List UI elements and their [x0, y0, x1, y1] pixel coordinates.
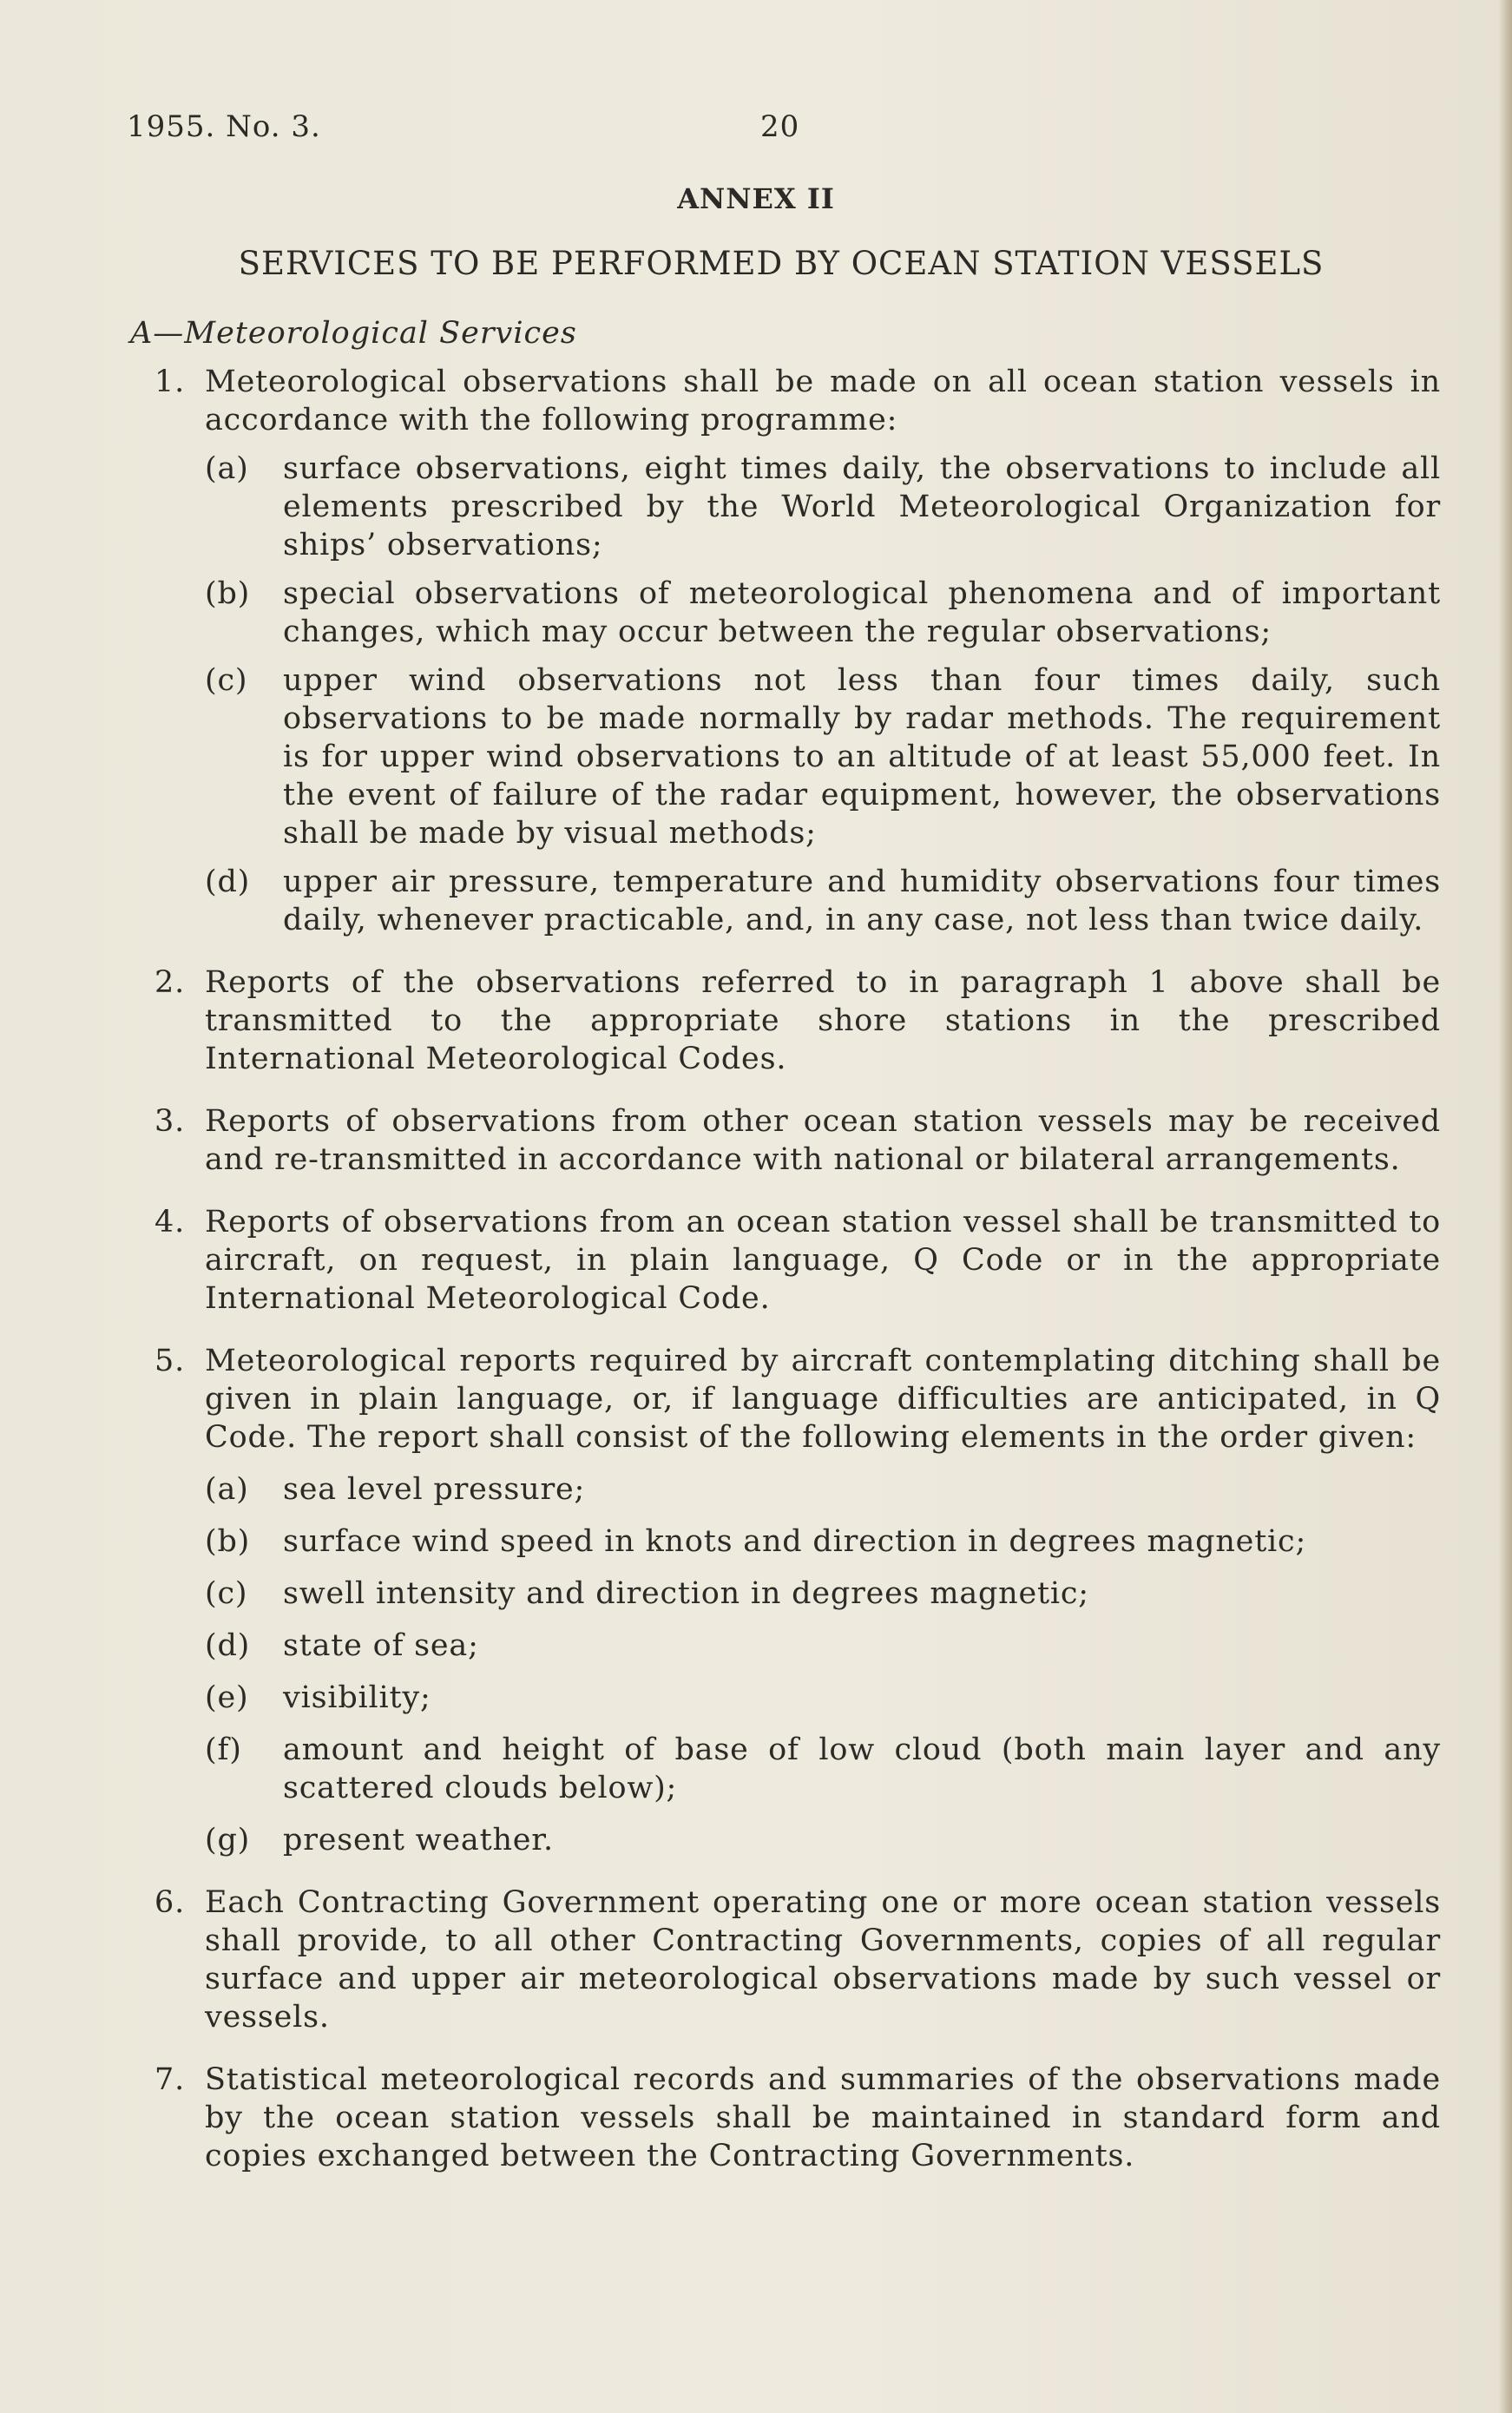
- paragraph-text: Reports of observations from other ocean station vessels may be received and re-transmitted in accordance with national or bilateral arrangements.: [205, 1104, 1441, 1177]
- paragraph-text: Statistical meteorological records and summaries of the observations made by the ocean station vessels shall be maintained in standard form and copies exchanged between the Contracting Governments.: [205, 2062, 1441, 2173]
- paragraph-5: [130, 1342, 1441, 1859]
- header-reference: 1955. No. 3.: [127, 109, 321, 144]
- subitem-text: upper air pressure, temperature and humidity observations four times daily, whenever practicable, and, in any case, not less than twice daily.: [283, 865, 1441, 937]
- annex-title: ANNEX II: [677, 182, 835, 215]
- paragraph-number: 3.: [154, 1104, 185, 1139]
- subitem-text: surface wind speed in knots and direction in degrees magnetic;: [283, 1524, 1307, 1559]
- paragraph-number: 2.: [154, 965, 185, 1000]
- subitem-5a: [205, 1470, 1441, 1509]
- subitem-5d: [205, 1627, 1441, 1665]
- subitem-label: (e): [205, 1680, 249, 1715]
- subitem-text: special observations of meteorological phenomena and of important changes, which may occur between the regular observations;: [283, 576, 1441, 649]
- subitem-label: (d): [205, 1628, 251, 1663]
- subitem-label: (b): [205, 1524, 251, 1559]
- page-edge-shadow: [1498, 0, 1512, 2413]
- section-title: SERVICES TO BE PERFORMED BY OCEAN STATION VESSELS: [238, 245, 1325, 282]
- subitem-1b: [205, 575, 1441, 651]
- subitem-text: upper wind observations not less than four times daily, such observations to be made normally by radar methods. The requirement is for upper wind observations to an altitude of at least 55,000 feet. In the event of failure of the radar equipment, however, the observations shall be made by visual methods;: [283, 663, 1441, 851]
- subitem-text: sea level pressure;: [283, 1472, 586, 1507]
- subitem-5e: [205, 1679, 1441, 1717]
- subitem-text: present weather.: [283, 1823, 554, 1857]
- paragraph-number: 7.: [154, 2062, 185, 2097]
- subitem-label: (b): [205, 576, 251, 611]
- subitem-label: (d): [205, 865, 251, 899]
- paragraph-6: [130, 1884, 1441, 2036]
- paragraph-number: 6.: [154, 1885, 185, 1920]
- page-number: 20: [760, 109, 800, 144]
- document-body: [130, 363, 1441, 2199]
- paragraph-text: Reports of observations from an ocean station vessel shall be transmitted to aircraft, on request, in plain language, Q Code or in the appropriate International Meteorological Code.: [205, 1205, 1441, 1316]
- subitem-5c: [205, 1575, 1441, 1613]
- subitem-label: (c): [205, 1576, 248, 1611]
- subitem-text: surface observations, eight times daily, the observations to include all elements prescribed by the World Meteorological Organization for ships’ observations;: [283, 451, 1441, 562]
- subitem-text: state of sea;: [283, 1628, 479, 1663]
- paragraph-1: [130, 363, 1441, 939]
- subitem-5g: [205, 1821, 1441, 1859]
- subitem-label: (a): [205, 451, 249, 486]
- subitem-1a: [205, 450, 1441, 564]
- paragraph-text: Reports of the observations referred to in paragraph 1 above shall be transmitted to the appropriate shore stations in the prescribed International Meteorological Codes.: [205, 965, 1441, 1076]
- subitem-1c: [205, 661, 1441, 852]
- subitem-5b: [205, 1522, 1441, 1561]
- paragraph-4: [130, 1203, 1441, 1318]
- paragraph-number: 4.: [154, 1205, 185, 1239]
- paragraph-text: Meteorological reports required by aircraft contemplating ditching shall be given in plain language, or, if language difficulties are anticipated, in Q Code. The report shall consist of the following elements in the order given:: [205, 1344, 1441, 1455]
- sub-heading: A—Meteorological Services: [130, 316, 577, 351]
- paragraph-7: [130, 2061, 1441, 2175]
- subitem-label: (c): [205, 663, 248, 698]
- paragraph-2: [130, 963, 1441, 1078]
- paragraph-3: [130, 1102, 1441, 1179]
- subitem-1d: [205, 863, 1441, 939]
- subitem-label: (a): [205, 1472, 249, 1507]
- subitem-label: (f): [205, 1732, 242, 1767]
- subitem-text: amount and height of base of low cloud (both main layer and any scattered clouds below);: [283, 1732, 1441, 1805]
- subitem-text: visibility;: [283, 1680, 431, 1715]
- subitem-label: (g): [205, 1823, 251, 1857]
- page-header: [0, 109, 1512, 153]
- paragraph-text: Meteorological observations shall be made on all ocean station vessels in accordance with the following programme:: [205, 365, 1441, 437]
- subitem-5f: [205, 1731, 1441, 1807]
- subitem-text: swell intensity and direction in degrees magnetic;: [283, 1576, 1089, 1611]
- paragraph-number: 5.: [154, 1344, 185, 1378]
- paragraph-text: Each Contracting Government operating one or more ocean station vessels shall provide, to all other Contracting Governments, copies of all regular surface and upper air meteorological observations made by such vessel or vessels.: [205, 1885, 1441, 2035]
- paragraph-number: 1.: [154, 365, 185, 399]
